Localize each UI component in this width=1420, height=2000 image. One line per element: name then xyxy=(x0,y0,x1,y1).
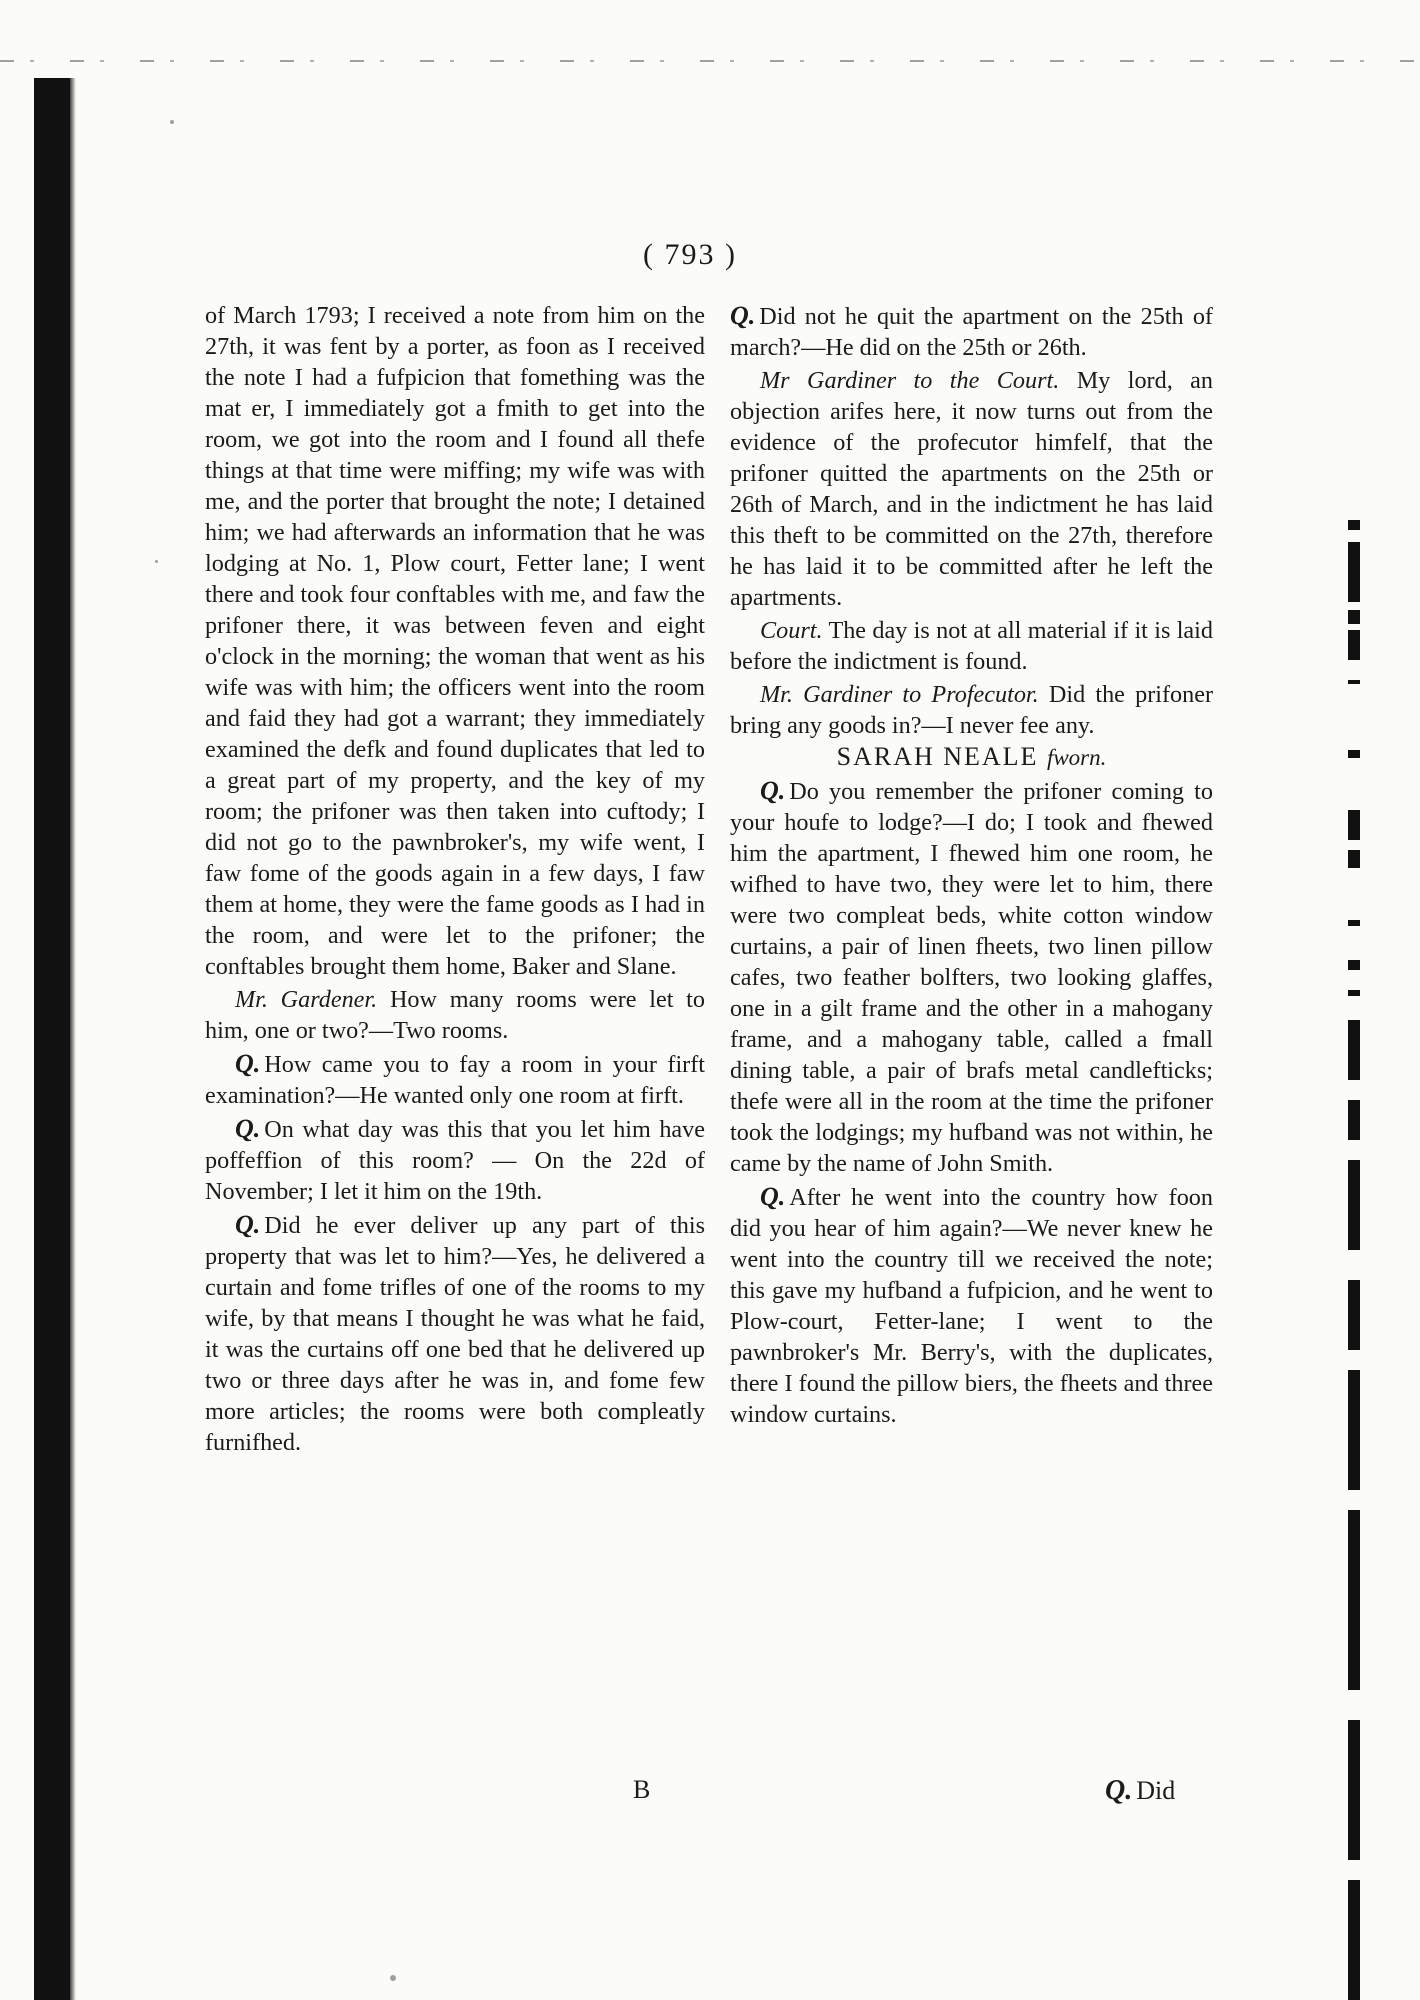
left-column xyxy=(205,300,705,1458)
question-mark: Q. xyxy=(760,776,786,805)
question-mark: Q. xyxy=(235,1114,261,1143)
question-text: How came you to fay a room in your firft examination?—He wanted only one room at firft. xyxy=(205,1051,705,1109)
witness-name: SARAH NEALE xyxy=(836,742,1039,771)
witness-heading xyxy=(730,741,1213,773)
question-mark: Q. xyxy=(1105,1775,1133,1806)
question-paragraph xyxy=(730,1181,1213,1430)
speaker-label: Mr. Gardener. xyxy=(235,986,378,1013)
speaker-label: Mr Gardiner to the Court. xyxy=(760,367,1060,394)
question-paragraph xyxy=(730,300,1213,363)
counsel-question xyxy=(205,984,705,1046)
catchword xyxy=(1105,1775,1175,1807)
court-ruling xyxy=(730,615,1213,677)
question-text: How many rooms were let to him, one or two?—Two rooms. xyxy=(205,986,705,1044)
counsel-objection xyxy=(730,365,1213,613)
question-mark: Q. xyxy=(235,1210,261,1239)
scan-edge xyxy=(0,60,1420,62)
speech-text: The day is not at all material if it is laid before the indictment is found. xyxy=(730,617,1213,675)
binding-shadow xyxy=(34,78,70,2000)
question-mark: Q. xyxy=(760,1182,786,1211)
question-text: Do you remember the prifoner coming to your houfe to lodge?—I do; I took and fhewed him the apartment, I fhewed him one room, he wifhed to have two, they were let to him, there were two compleat beds, white cotton window curtains, a pair of linen fheets, two linen pillow cafes, two feather bolfters, two looking glaffes, one in a gilt frame and the other in a mahogany frame, and a mahogany table, called a fmall dining table, a pair of brafs metal candlefticks; thefe were all in the room at the time the prifoner took the lodgings; my hufband was not within, he came by the name of John Smith. xyxy=(730,778,1213,1177)
question-text: On what day was this that you let him have poffeffion of this room? — On the 22d of November; I let it him on the 19th. xyxy=(205,1116,705,1205)
question-paragraph xyxy=(205,1048,705,1111)
ink-speck xyxy=(155,560,158,563)
ink-speck xyxy=(170,120,174,124)
page-edge-marks xyxy=(1348,520,1388,2000)
speech-text: My lord, an objection arifes here, it now turns out from the evidence of the profecutor himfelf, that the prifoner quitted the apartments on the 25th or 26th of March, and in the indictment he has laid this theft to be committed on the 27th, therefore he has laid it to be committed after he left the apartments. xyxy=(730,367,1213,611)
question-paragraph xyxy=(730,775,1213,1179)
question-paragraph xyxy=(205,1113,705,1207)
question-paragraph xyxy=(205,1209,705,1458)
counsel-question xyxy=(730,679,1213,741)
right-column xyxy=(730,300,1213,1430)
question-text: Did not he quit the apartment on the 25th of march?—He did on the 25th or 26th. xyxy=(730,303,1213,361)
speaker-label: Court. xyxy=(760,617,823,644)
speech-text: Did the prifoner bring any goods in?—I never fee any. xyxy=(730,681,1213,739)
question-mark: Q. xyxy=(730,301,756,330)
question-mark: Q. xyxy=(235,1049,261,1078)
speaker-label: Mr. Gardiner to Profecutor. xyxy=(760,681,1039,708)
page-number: ( 793 ) xyxy=(643,238,737,271)
ink-speck xyxy=(390,1975,396,1981)
catchword-text: Did xyxy=(1136,1776,1176,1805)
question-text: Did he ever deliver up any part of this property that was let to him?—Yes, he delivered a curtain and fome trifles of one of the rooms to my wife, by that means I thought he was what he faid, it was the curtains off one bed that he delivered up two or three days after he was in, and fome few more articles; the rooms were both compleatly furnifhed. xyxy=(205,1212,705,1456)
testimony-paragraph: of March 1793; I received a note from him on the 27th, it was fent by a porter, as foon as I received the note I had a fufpicion that fomething was the mat er, I immediately got a fmith to get into the room, we got into the room and I found all thefe things at that time were miffing; my wife was with me, and the porter that brought the note; I detained him; we had afterwards an information that he was lodging at No. 1, Plow court, Fetter lane; I went there and took four conftables with me, and faw the prifoner there, it was between feven and eight o'clock in the morning; the woman that went as his wife was with him; the officers went into the room and faid they had got a warrant; they immediately examined the defk and found duplicates that led to a great part of my property, and the key of my room; the prifoner was then taken into cuftody; I did not go to the pawnbroker's, my wife went, I faw fome of the goods again in a few days, I faw them at home, they were the fame goods as I had in the room, and were let to the prifoner; the conftables brought them home, Baker and Slane. xyxy=(205,302,705,980)
question-text: After he went into the country how foon did you hear of him again?—We never knew he went into the country till we received the note; this gave my hufband a fufpicion, and he went to Plow-court, Fetter-lane; I went to the pawnbroker's Mr. Berry's, with the duplicates, there I found the pillow biers, the fheets and three window curtains. xyxy=(730,1184,1213,1428)
signature-mark: B xyxy=(633,1775,651,1804)
sworn-label: fworn. xyxy=(1046,745,1107,770)
